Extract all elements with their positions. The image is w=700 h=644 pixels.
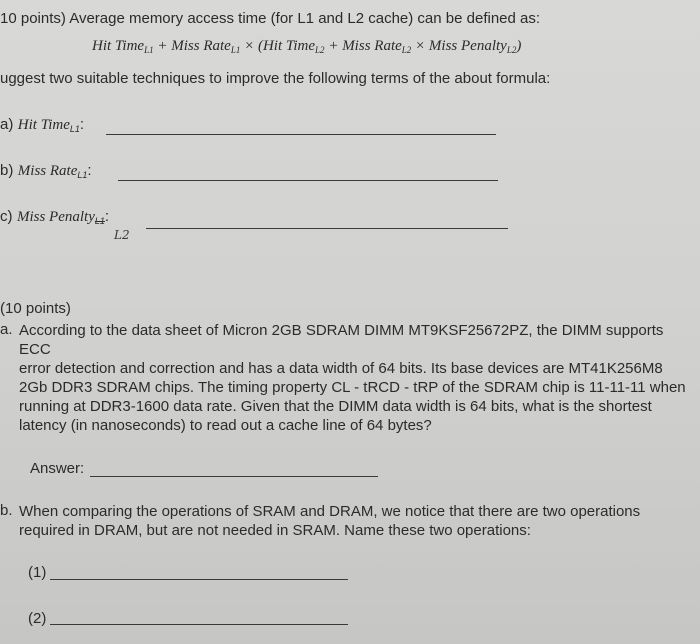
formula-sub-l1: L1	[144, 45, 154, 55]
formula-close-paren: )	[516, 38, 522, 54]
item-letter: a)	[0, 116, 14, 133]
part-a-question	[19, 321, 695, 435]
item-term: Miss Penalty	[16, 209, 95, 225]
part-a-line: 2Gb DDR3 SDRAM chips. The timing property CL - tRCD - tRP of the SDRAM chip is 11-11-11 when	[19, 379, 686, 396]
part-a-line: error detection and correction and has a data width of 64 bits. Its base devices are MT41K256M8	[19, 360, 663, 377]
part-b-line: required in DRAM, but are not needed in SRAM. Name these two operations:	[19, 522, 531, 539]
q1-item-b	[0, 162, 92, 180]
answer-label: Answer:	[30, 460, 85, 477]
q1-item-a	[0, 116, 84, 134]
item-colon: :	[79, 116, 85, 133]
q1-item-c	[0, 208, 109, 226]
part-a-label: a.	[0, 321, 13, 338]
blank-label-1: (1)	[28, 564, 47, 581]
formula-times: ×	[415, 38, 426, 54]
blank-line-1[interactable]	[50, 579, 348, 580]
item-term: Hit Time	[17, 117, 70, 133]
formula-plus: +	[157, 38, 168, 54]
item-colon: :	[87, 162, 92, 179]
part-b-question	[19, 502, 695, 540]
answer-line[interactable]	[90, 476, 378, 477]
formula-times: ×	[244, 38, 255, 54]
blank-label-2: (2)	[28, 610, 47, 627]
handwritten-correction: L2	[114, 228, 130, 242]
answer-line-a[interactable]	[106, 134, 496, 135]
formula-miss-rate: Miss Rate	[171, 38, 231, 54]
item-sub: L1	[69, 124, 80, 134]
q1-instruction: uggest two suitable techniques to improve the following terms of the about formula:	[0, 70, 551, 87]
answer-line-c[interactable]	[146, 228, 508, 229]
item-colon: :	[104, 208, 110, 225]
item-sub: L1	[77, 170, 88, 180]
part-a-line: latency (in nanoseconds) to read out a cache line of 64 bytes?	[19, 417, 432, 434]
part-b-label: b.	[0, 502, 13, 519]
formula-open-paren: (	[257, 38, 263, 54]
formula-sub-l2: L2	[401, 45, 412, 55]
formula-sub-l2: L2	[315, 45, 325, 55]
item-sub-crossed: L1	[94, 216, 105, 226]
blank-line-2[interactable]	[50, 624, 348, 625]
amat-formula	[92, 38, 521, 55]
part-b-line: When comparing the operations of SRAM and DRAM, we notice that there are two operations	[19, 503, 641, 520]
q2-points: (10 points)	[0, 300, 71, 317]
item-term: Miss Rate	[17, 163, 78, 179]
formula-hit-time: Hit Time	[92, 38, 145, 54]
formula-miss-penalty: Miss Penalty	[428, 38, 507, 54]
formula-sub-l2: L2	[506, 45, 517, 55]
formula-miss-rate: Miss Rate	[342, 38, 402, 54]
part-a-line: running at DDR3-1600 data rate. Given that the DIMM data width is 64 bits, what is the shortest	[19, 398, 652, 415]
answer-line-b[interactable]	[118, 180, 498, 181]
item-letter: b)	[0, 162, 14, 179]
formula-sub-l1: L1	[230, 45, 241, 55]
q1-header: 10 points) Average memory access time (for L1 and L2 cache) can be defined as:	[0, 10, 541, 27]
formula-hit-time: Hit Time	[262, 38, 316, 54]
part-a-line: According to the data sheet of Micron 2GB SDRAM DIMM MT9KSF25672PZ, the DIMM supports ECC	[19, 322, 664, 358]
formula-plus: +	[328, 38, 339, 54]
item-letter: c)	[0, 208, 13, 225]
